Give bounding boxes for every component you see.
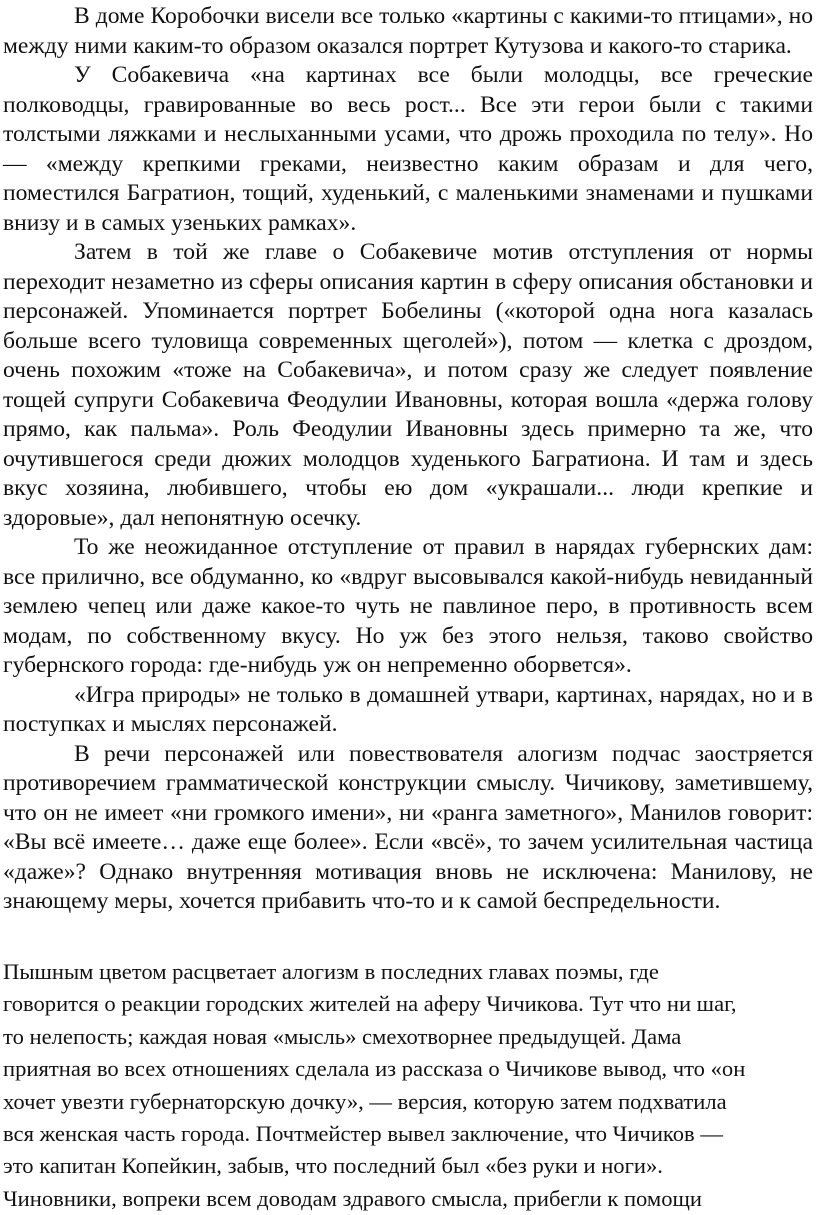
paragraph: «Игра природы» не только в домашней утвари, картинах, нарядах, но и в поступках и мыслях персонажей.	[3, 681, 813, 737]
paragraph: Затем в той же главе о Собакевиче мотив отступления от нормы переходит незаметно из сферы описания картин в сферу описания обстановки и персонажей. Упоминается портрет Бобелины («которой одна нога казалась больше всего туловища современных щеголей»), потом — клетка с дроздом, очень похожим «тоже на Собакевича», и потом сразу же следует появление тощей супруги Собакевича Феодулии Ивановны, которая вошла «держа голову прямо, как пальма». Роль Феодулии Ивановны здесь примерно та же, что очутившегося среди дюжих молодцов худенького Багратиона. И там и здесь вкус хозяина, любившего, чтобы ею дом «украшали... люди крепкие и здоровые», дал непонятную осечку.	[3, 239, 813, 531]
text-line: говорится о реакции городских жителей на аферу Чичикова. Тут что ни шаг,	[3, 991, 737, 1017]
text-line: хочет увезти губернаторскую дочку», — версия, которую затем подхватила	[3, 1088, 727, 1114]
text-line: то нелепость; каждая новая «мысль» смехотворнее предыдущей. Дама	[3, 1023, 682, 1049]
text-line: Пышным цветом расцветает алогизм в последних главах поэмы, где	[3, 959, 659, 984]
text-line: вся женская часть города. Почтмейстер вывел заключение, что Чичиков —	[3, 1121, 723, 1147]
paragraph: В речи персонажей или повествователя алогизм подчас заостряется противоречием грамматической конструкции смыслу. Чичикову, заметившему, что он не имеет «ни громкого имени», ни «ранга заметного», Манилов говорит: «Вы всё имеете… даже еще более». Если «всё», то зачем усилительная частица «даже»? Однако внутренняя мотивация вновь не исключена: Манилову, не знающему меры, хочется прибавить что-то и к самой беспредельности.	[3, 740, 813, 914]
document-tail-paragraph	[3, 956, 803, 1215]
paragraph: У Собакевича «на картинах все были молодцы, все греческие полководцы, гравированные во весь рост... Все эти герои были с такими толстыми ляжками и неслыханными усами, что дрожь проходила по телу». Но — «между крепкими греками, неизвестно каким образам и для чего, поместился Багратион, тощий, худенький, с маленькими знаменами и пушками внизу и в самых узеньких рамках».	[3, 62, 813, 236]
paragraph	[3, 956, 803, 1215]
paragraph: То же неожиданное отступление от правил в нарядах губернских дам: все прилично, все обдуманно, ко «вдруг высовывался какой-нибудь невиданный землею чепец или даже какое-то чуть не павлиное перо, в противность всем модам, по собственному вкусу. Но уж без этого нельзя, таково свойство губернского города: где-нибудь уж он непременно оборвется».	[3, 534, 813, 678]
paragraph: В доме Коробочки висели все только «картины с какими-то птицами», но между ними каким-то образом оказался портрет Кутузова и какого-то старика.	[3, 3, 813, 59]
text-line: Чиновники, вопреки всем доводам здравого смысла, прибегли к помощи	[3, 1185, 702, 1211]
document-body	[3, 2, 813, 917]
text-line: это капитан Копейкин, забыв, что последний был «без руки и ноги».	[3, 1153, 663, 1179]
text-line: приятная во всех отношениях сделала из рассказа о Чичикове вывод, что «он	[3, 1056, 746, 1082]
